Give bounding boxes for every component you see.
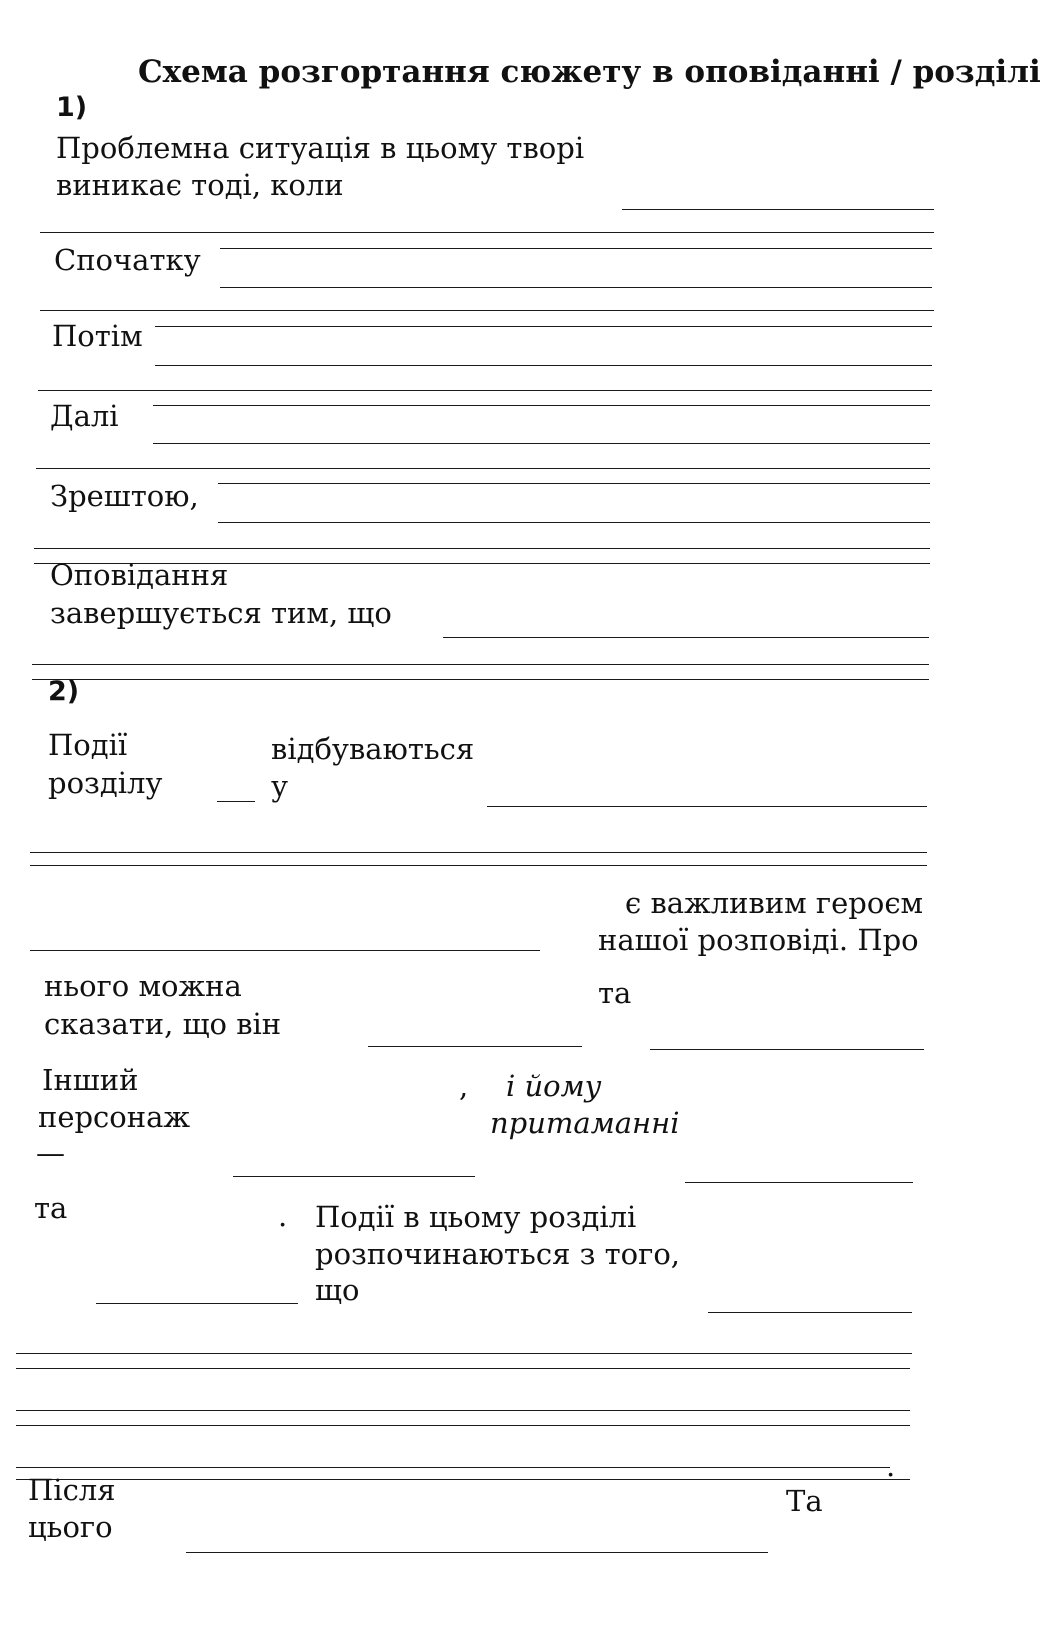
- place-answer-line[interactable]: [487, 806, 927, 807]
- answer-line[interactable]: [38, 390, 932, 391]
- answer-line[interactable]: [30, 865, 927, 866]
- problem-label-line2: виникає тоді, коли: [56, 168, 344, 202]
- next-label: Далі: [50, 399, 119, 433]
- answer-line[interactable]: [34, 548, 930, 549]
- answer-line[interactable]: [16, 1353, 912, 1354]
- first-answer-line[interactable]: [220, 287, 932, 288]
- ending-answer-line[interactable]: [443, 637, 929, 638]
- inherent-label-line1: і йому: [506, 1069, 602, 1103]
- answer-line[interactable]: [220, 248, 932, 249]
- start-answer-line[interactable]: [708, 1312, 912, 1313]
- chapter-number-line[interactable]: [217, 801, 255, 802]
- section-2-number: 2): [48, 676, 80, 707]
- and-label-1: та: [598, 976, 632, 1010]
- and-label-2: та: [34, 1191, 68, 1225]
- other-label-line1: Інший: [42, 1063, 139, 1097]
- finally-label: Зрештою,: [50, 479, 199, 513]
- answer-line[interactable]: [218, 483, 930, 484]
- events-label-line1: Події: [48, 728, 128, 762]
- dot-mark: .: [278, 1199, 288, 1233]
- other-label-line2: персонаж: [38, 1100, 191, 1134]
- page-title: Схема розгортання сюжету в оповіданні / розділі: [138, 54, 1041, 90]
- answer-line[interactable]: [30, 852, 927, 853]
- comma-mark: ,: [459, 1069, 469, 1103]
- answer-line[interactable]: [16, 1467, 890, 1468]
- other-label-dash: —: [36, 1136, 65, 1170]
- trait-answer-line-4[interactable]: [96, 1303, 298, 1304]
- hero-name-line[interactable]: [30, 950, 540, 951]
- him-label-line1: нього можна: [44, 969, 242, 1003]
- answer-line[interactable]: [16, 1425, 910, 1426]
- start-label-line1: Події в цьому розділі: [315, 1200, 637, 1234]
- section-1-number: 1): [56, 92, 88, 123]
- and-label-3: Та: [786, 1484, 823, 1518]
- problem-answer-line[interactable]: [622, 209, 934, 210]
- other-name-line[interactable]: [233, 1176, 475, 1177]
- answer-line[interactable]: [32, 664, 929, 665]
- hero-label-line1: є важливим героєм: [625, 886, 924, 920]
- answer-line[interactable]: [16, 1368, 910, 1369]
- answer-line[interactable]: [32, 679, 929, 680]
- answer-line[interactable]: [16, 1479, 910, 1480]
- then-answer-line[interactable]: [155, 365, 932, 366]
- answer-line[interactable]: [153, 405, 930, 406]
- start-label-line3: що: [315, 1273, 360, 1307]
- problem-label-line1: Проблемна ситуація в цьому творі: [56, 131, 585, 165]
- trait-answer-line-1[interactable]: [368, 1046, 582, 1047]
- answer-line[interactable]: [36, 468, 930, 469]
- him-label-line2: сказати, що він: [44, 1007, 282, 1041]
- start-label-line2: розпочинаються з того,: [315, 1237, 680, 1271]
- hero-label-line2: нашої розповіді. Про: [598, 923, 919, 957]
- after-label-line2: цього: [28, 1510, 113, 1544]
- first-label: Спочатку: [54, 243, 201, 277]
- after-answer-line[interactable]: [186, 1552, 768, 1553]
- answer-line[interactable]: [40, 232, 934, 233]
- next-answer-line[interactable]: [153, 443, 930, 444]
- after-label-line1: Після: [28, 1473, 116, 1507]
- ending-label-line1: Оповідання: [50, 558, 229, 592]
- inherent-label-line2: притаманні: [490, 1106, 680, 1140]
- events-label-line2: розділу: [48, 766, 163, 800]
- then-label: Потім: [52, 319, 143, 353]
- final-dot-mark: .: [886, 1449, 896, 1483]
- answer-line[interactable]: [155, 326, 932, 327]
- finally-answer-line[interactable]: [218, 522, 930, 523]
- answer-line[interactable]: [40, 310, 934, 311]
- occur-label-line2: у: [271, 769, 289, 803]
- answer-line[interactable]: [16, 1410, 910, 1411]
- ending-label-line2: завершується тим, що: [50, 596, 392, 630]
- occur-label-line1: відбуваються: [271, 732, 475, 766]
- trait-answer-line-3[interactable]: [685, 1182, 913, 1183]
- trait-answer-line-2[interactable]: [650, 1049, 924, 1050]
